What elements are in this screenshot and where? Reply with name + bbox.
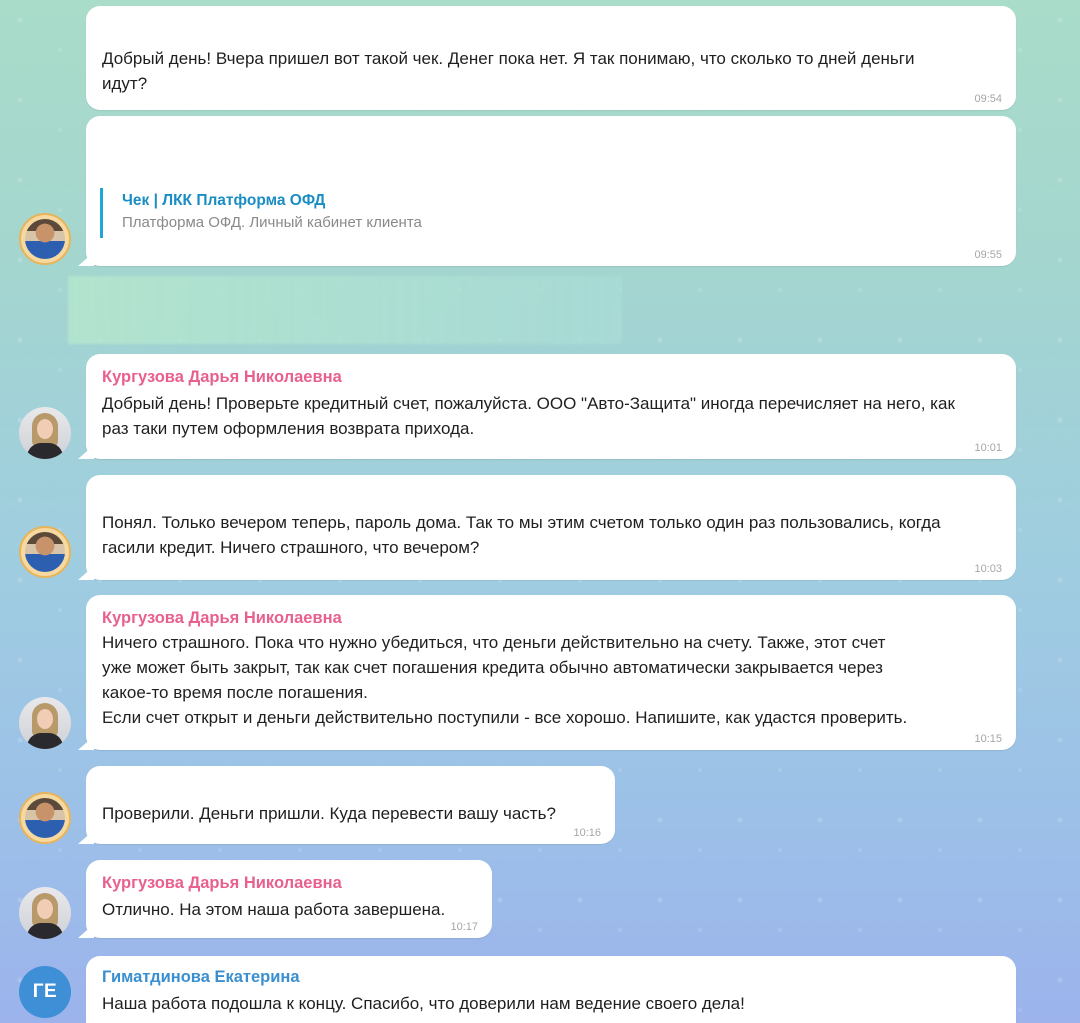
message-text: Наша работа подошла к концу. Спасибо, что доверили нам ведение своего дела! xyxy=(102,994,745,1013)
message-bubble[interactable] xyxy=(86,595,1016,750)
message-text-line: Если счет открыт и деньги действительно поступили - все хорошо. Напишите, как удастся проверить. xyxy=(102,708,908,727)
message-bubble[interactable] xyxy=(86,116,1016,266)
message-bubble[interactable] xyxy=(86,766,615,844)
sender-name[interactable]: Гиматдинова Екатерина xyxy=(102,968,300,986)
client-avatar[interactable] xyxy=(19,792,71,844)
agent-avatar[interactable] xyxy=(19,697,71,749)
message-time: 10:17 xyxy=(450,921,478,933)
message-text-line: какое-то время после погашения. xyxy=(102,683,368,702)
redacted-area xyxy=(68,276,622,344)
message-time: 10:15 xyxy=(974,733,1002,745)
message-text: Добрый день! Проверьте кредитный счет, пожалуйста. ООО "Авто-Защита" иногда перечисляет на него, как раз таки путем оформления возврата прихода. xyxy=(102,394,955,438)
message-bubble[interactable] xyxy=(86,860,492,938)
link-preview-subtitle: Платформа ОФД. Личный кабинет клиента xyxy=(122,214,422,231)
message-text: Отлично. На этом наша работа завершена. xyxy=(102,900,446,919)
message-text xyxy=(102,630,998,730)
message-text: Проверили. Деньги пришли. Куда перевести вашу часть? xyxy=(102,804,556,823)
manager-avatar[interactable]: ГЕ xyxy=(19,966,71,1018)
agent-avatar[interactable] xyxy=(19,887,71,939)
link-preview-title[interactable]: Чек | ЛКК Платформа ОФД xyxy=(122,192,326,209)
agent-avatar[interactable] xyxy=(19,407,71,459)
message-time: 10:01 xyxy=(974,442,1002,454)
message-time: 10:03 xyxy=(974,563,1002,575)
message-time: 10:16 xyxy=(573,827,601,839)
message-bubble[interactable] xyxy=(86,354,1016,459)
message-text: Добрый день! Вчера пришел вот такой чек. Денег пока нет. Я так понимаю, что сколько то дней деньги идут? xyxy=(102,49,915,93)
message-text: Понял. Только вечером теперь, пароль дома. Так то мы этим счетом только один раз пользовались, когда гасили кредит. Ничего страшного, что вечером? xyxy=(102,513,941,557)
message-bubble[interactable] xyxy=(86,6,1016,110)
client-avatar[interactable] xyxy=(19,526,71,578)
message-bubble[interactable] xyxy=(86,956,1016,1023)
sender-name[interactable]: Кургузова Дарья Николаевна xyxy=(102,874,342,892)
link-preview[interactable] xyxy=(100,188,422,238)
client-avatar[interactable] xyxy=(19,213,71,265)
message-time: 09:54 xyxy=(974,93,1002,105)
message-text-line: уже может быть закрыт, так как счет погашения кредита обычно автоматически закрывается через xyxy=(102,658,883,677)
message-time: 09:55 xyxy=(974,249,1002,261)
sender-name[interactable]: Кургузова Дарья Николаевна xyxy=(102,368,342,386)
message-bubble[interactable] xyxy=(86,475,1016,580)
message-text-line: Ничего страшного. Пока что нужно убедиться, что деньги действительно на счету. Также, этот счет xyxy=(102,633,886,652)
sender-name[interactable]: Кургузова Дарья Николаевна xyxy=(102,609,342,627)
